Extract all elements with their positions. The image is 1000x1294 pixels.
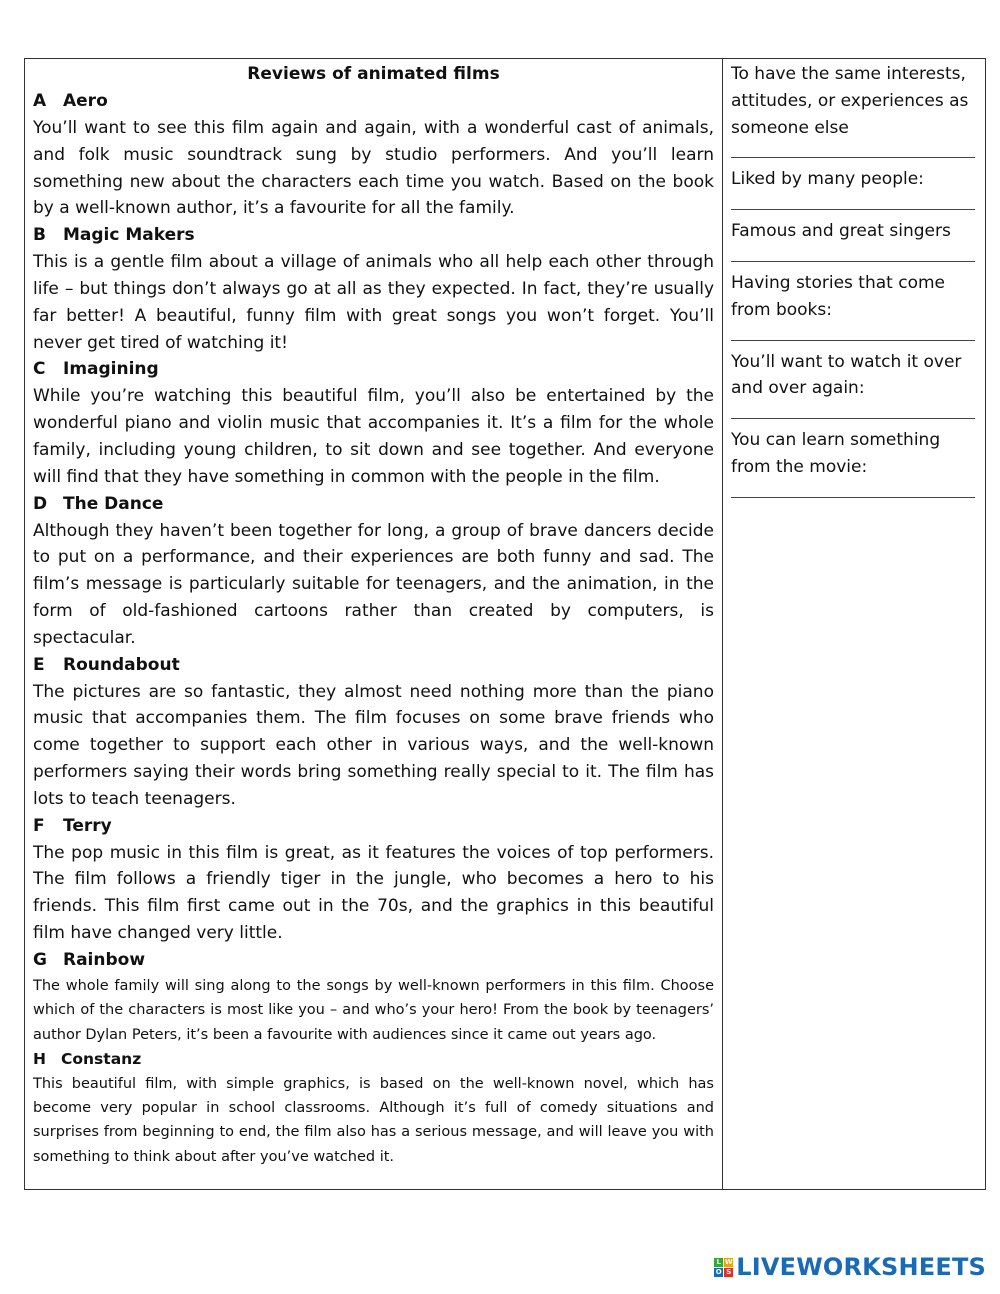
review-film-name: Terry [63, 815, 112, 836]
review-heading-e [33, 652, 714, 679]
logo-text: LIVEWORKSHEETS [736, 1253, 986, 1281]
review-heading-f [33, 813, 714, 840]
answer-input-1[interactable] [731, 141, 975, 158]
review-text-a: You’ll want to see this film again and again, with a wonderful cast of animals, and folk music soundtrack sung by studio performers. And you’ll learn something new about the characters each time you watch. Based on the book by a well-known author, it’s a favourite for all the family. [33, 118, 714, 219]
review-film-name: Magic Makers [63, 225, 195, 246]
review-heading-a [33, 88, 714, 115]
review-text-b: This is a gentle film about a village of animals who all help each other through life – but things don’t always go at all as they expected. In fact, they’re usually far better! A beautiful, funny film with great songs you won’t forget. You’ll never get tired of watching it! [33, 252, 714, 353]
reviews-column [25, 59, 723, 1189]
question-text: You’ll want to watch it over and over again: [731, 351, 962, 399]
question-text: Famous and great singers [731, 221, 951, 242]
logo-badge-cell: L [714, 1258, 723, 1267]
review-film-name: Rainbow [63, 949, 146, 970]
question-text: Liked by many people: [731, 169, 924, 190]
answers-column [723, 59, 985, 1189]
review-film-name: Roundabout [63, 654, 180, 675]
logo-badge-cell: O [715, 1267, 722, 1276]
review-film-name: Imagining [63, 359, 159, 380]
logo-badge-icon [714, 1258, 733, 1277]
question-text: You can learn something from the movie: [731, 430, 941, 477]
answer-input-4[interactable] [731, 324, 975, 341]
review-letter: C [33, 359, 46, 380]
review-text-h: This beautiful film, with simple graphics, is based on the well-known novel, which has become very popular in school classrooms. Although it’s full of comedy situations and surprises from beginning to end, the film also has a serious message, and will leave you with something to think about after you’ve watched it. [33, 1075, 714, 1165]
review-text-d: Although they haven’t been together for long, a group of brave dancers decide to put on a performance, and their experiences are both funny and sad. The film’s message is particularly suitable for teenagers, and the animation, in the form of old-fashioned cartoons rather than created by computers, is spectacular. [33, 520, 714, 648]
review-heading-b [33, 222, 714, 249]
review-text-f: The pop music in this film is great, as it features the voices of top performers. The film follows a friendly tiger in the jungle, who becomes a hero to his friends. This film first came out in the 70s, and the graphics in this beautiful film have changed very little. [33, 842, 714, 943]
review-text-e: The pictures are so fantastic, they almost need nothing more than the piano music that accompanies them. The film focuses on some brave friends who come together to support each other in various ways, and the well-known performers saying their words bring something really special to it. The film has lots to teach teenagers. [33, 681, 714, 809]
answer-input-6[interactable] [731, 481, 975, 498]
review-heading-g [33, 947, 714, 974]
review-heading-h [33, 1047, 714, 1072]
review-heading-c [33, 356, 714, 383]
question-text: To have the same interests, attitudes, or experiences as someone else [731, 64, 969, 138]
answer-input-3[interactable] [731, 245, 975, 262]
review-letter: A [33, 91, 47, 111]
review-film-name: Aero [63, 91, 108, 111]
review-heading-d [33, 491, 714, 518]
review-text-g: The whole family will sing along to the songs by well-known performers in this film. Choose which of the characters is most like you – and who’s your hero! From the book by teenagers’ author Dylan Peters, it’s been a favourite with audiences since it came out years ago. [33, 977, 714, 1043]
answer-input-2[interactable] [731, 193, 975, 210]
answer-input-5[interactable] [731, 402, 975, 419]
review-letter: E [33, 654, 45, 675]
worksheet-table [24, 58, 986, 1190]
worksheet-title: Reviews of animated films [247, 64, 500, 84]
review-film-name: Constanz [61, 1049, 142, 1068]
question-text: Having stories that come from books: [731, 272, 946, 320]
logo-badge-cell: W [724, 1257, 733, 1266]
liveworksheets-logo [714, 1253, 986, 1281]
review-letter: G [33, 949, 47, 970]
review-letter: D [33, 493, 48, 514]
review-letter: H [33, 1049, 46, 1068]
logo-badge-cell: S [726, 1267, 732, 1276]
review-text-c: While you’re watching this beautiful film, you’ll also be entertained by the wonderful piano and violin music that accompanies it. It’s a film for the whole family, including young children, to sit down and see together. And everyone will find that they have something in common with the people in the film. [33, 386, 714, 487]
review-letter: F [33, 815, 45, 836]
review-letter: B [33, 225, 46, 246]
review-film-name: The Dance [63, 493, 164, 514]
